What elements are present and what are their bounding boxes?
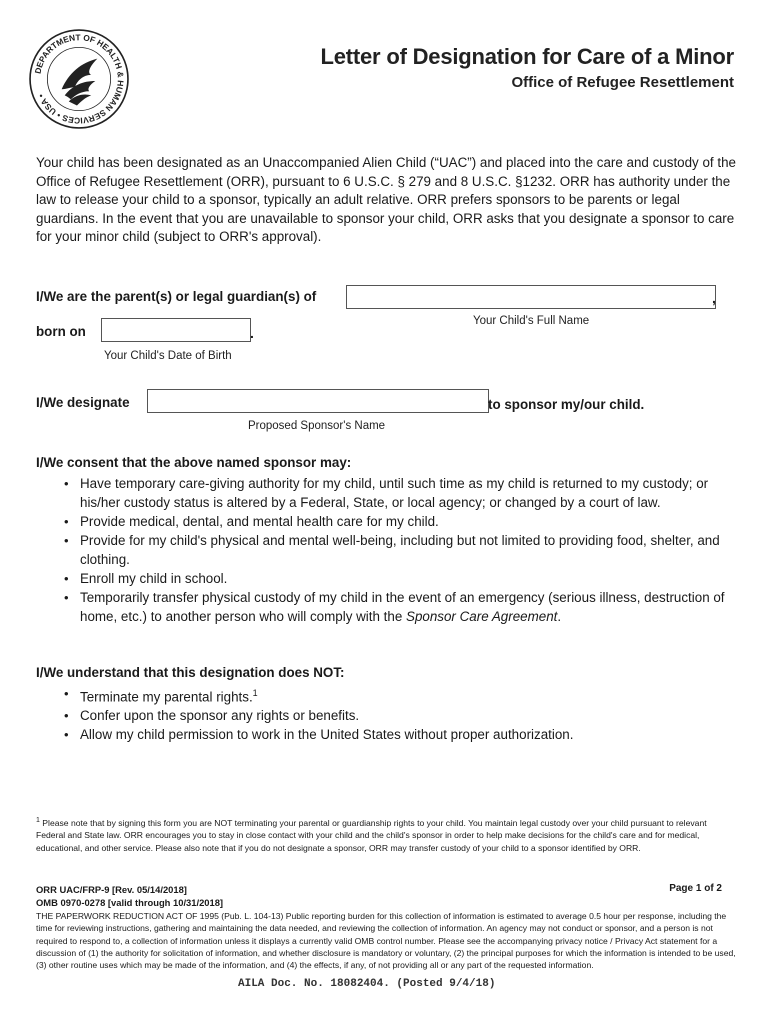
list-item: • Provide for my child's physical and mental well-being, including but not limited to providing food, shelter, and clothing. xyxy=(80,531,740,569)
footnote-ref: 1 xyxy=(252,688,258,698)
list-item: • Confer upon the sponsor any rights or benefits. xyxy=(80,706,740,725)
period: . xyxy=(250,325,254,341)
dob-caption: Your Child's Date of Birth xyxy=(104,350,232,362)
list-item: • Provide medical, dental, and mental health care for my child. xyxy=(80,512,740,531)
parents-label: I/We are the parent(s) or legal guardian(s) of xyxy=(36,289,317,304)
page-title: Letter of Designation for Care of a Minor xyxy=(320,44,734,69)
hhs-seal-logo xyxy=(28,28,130,130)
paperwork-reduction-notice: THE PAPERWORK REDUCTION ACT OF 1995 (Pub. L. 104-13) Public reporting burden for this collection of information is estimated to average 0.5 hour per response, including the time for reviewing instructions, gathering and maintaining the data needed, and reviewing the collection of information. An agency may not conduct or sponsor, and a person is not required to respond to, a collection of information unless it displays a currently valid OMB control number. Please see the accompanying privacy notice / Privacy Act statement for a discussion of (1) the authority for solicitation of information, and whether disclosure is mandatory or voluntary, (2) the principal purposes for which the information is intended to be used, (3) other routine uses which may be made of the information, and (4) the effects, if any, of not providing all or any part of the requested information. xyxy=(36,911,736,971)
list-item: • Temporarily transfer physical custody of my child in the event of an emergency (serious illness, destruction of home, etc.) to another person who will comply with the Sponsor Care Agreement. xyxy=(80,588,740,626)
footnote: $^1$ Please note that by signing this form you are NOT terminating your parental or guardianship rights to your child. You maintain legal custody over your child pursuant to relevant Federal and State law. ORR encourages you to stay in close contact with your child and the child's sponsor in order to help make decisions for the child's care and for medical, educational, and other service. Please also note that if you do not designate a sponsor, ORR may transfer custody of your child to a sponsor identified by ORR. xyxy=(36,817,707,853)
form-identifier: ORR UAC/FRP-9 [Rev. 05/14/2018] OMB 0970-0278 [valid through 10/31/2018] xyxy=(36,884,224,908)
list-item: • Allow my child permission to work in the United States without proper authorization. xyxy=(80,725,740,744)
consent-list xyxy=(60,474,740,626)
child-name-caption: Your Child's Full Name xyxy=(473,315,590,327)
seal-text: DEPARTMENT OF HEALTH & HUMAN SERVICES • USA • xyxy=(32,32,126,126)
list-item: • Enroll my child in school. xyxy=(80,569,740,588)
page-subtitle: Office of Refugee Resettlement xyxy=(511,74,734,91)
list-item: • Have temporary care-giving authority for my child, until such time as my child is returned to my custody; or his/her custody status is altered by a Federal, State, or local agency; or changed by a court of law. xyxy=(80,474,740,512)
consent-heading: I/We consent that the above named sponsor may: xyxy=(36,455,352,470)
born-on-label: born on xyxy=(36,324,86,339)
child-full-name-input[interactable] xyxy=(346,285,716,309)
eagle-icon xyxy=(62,59,98,106)
page-number: Page 1 of 2 xyxy=(669,883,722,894)
aila-doc-stamp: AILA Doc. No. 18082404. (Posted 9/4/18) xyxy=(238,978,496,990)
list-item: • Terminate my parental rights.$^1$ xyxy=(80,684,740,706)
understand-list xyxy=(60,684,740,744)
sponsor-name-input[interactable] xyxy=(147,389,489,413)
sponsor-suffix: to sponsor my/our child. xyxy=(488,397,645,412)
understand-heading: I/We understand that this designation does NOT: xyxy=(36,665,345,680)
child-dob-input[interactable] xyxy=(101,318,251,342)
intro-paragraph: Your child has been designated as an Unaccompanied Alien Child (“UAC”) and placed into the care and custody of the Office of Refugee Resettlement (ORR), pursuant to 6 U.S.C. § 279 and 8 U.S.C. §1232. ORR has authority under the law to release your child to a sponsor, typically an adult relative. ORR prefers sponsors to be parents or legal guardians. In the event that you are unavailable to sponsor your child, ORR asks that you designate a sponsor to care for your minor child (subject to ORR's approval). xyxy=(36,155,736,244)
designate-label: I/We designate xyxy=(36,395,130,410)
sponsor-caption: Proposed Sponsor's Name xyxy=(248,420,386,432)
comma: , xyxy=(712,290,716,306)
sponsor-care-agreement-title: Sponsor Care Agreement xyxy=(406,609,558,624)
